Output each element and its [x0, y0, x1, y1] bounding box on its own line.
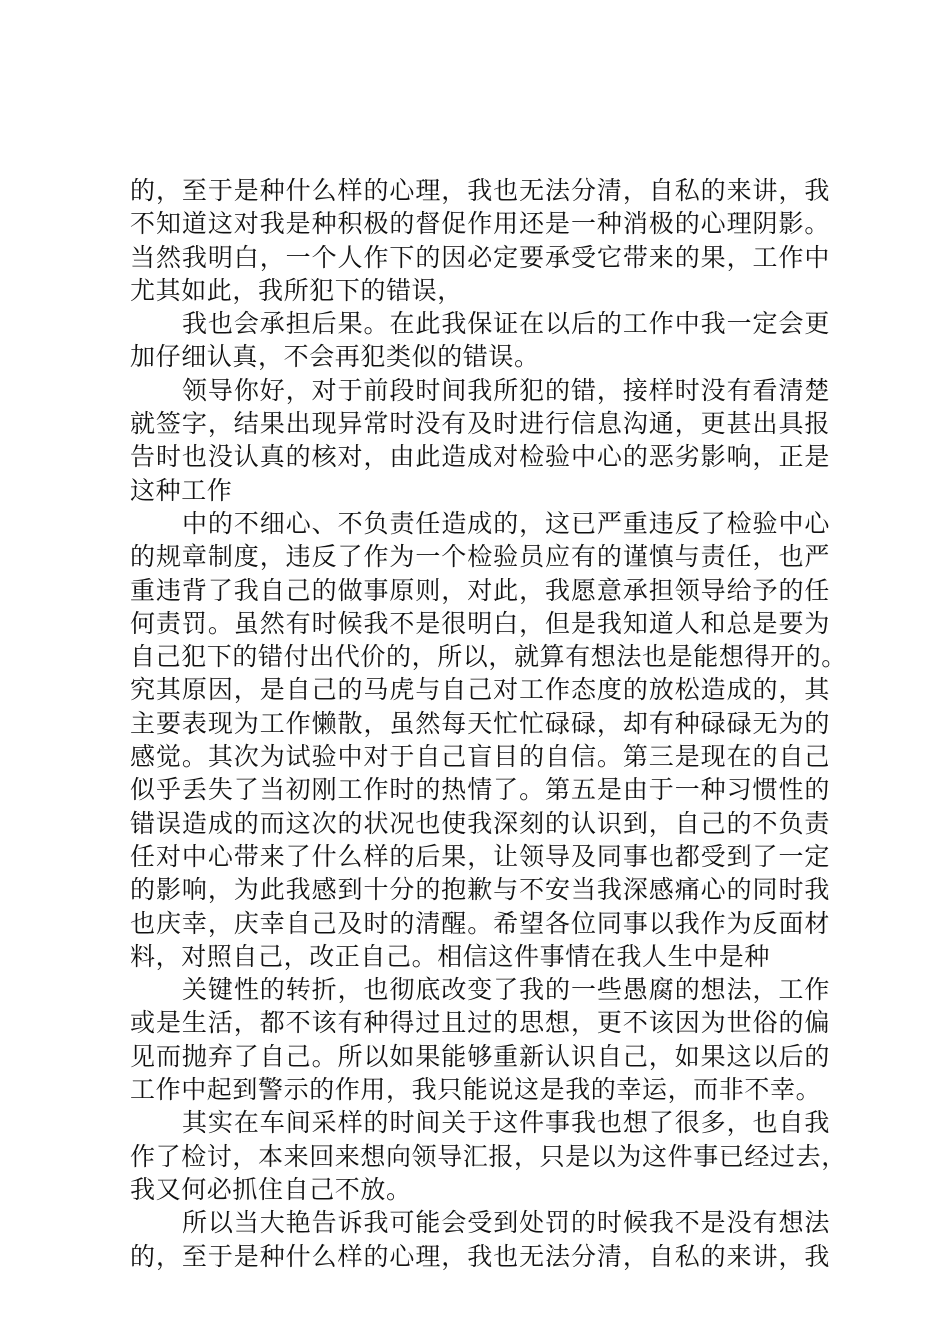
text-line: 的影响，为此我感到十分的抱歉与不安当我深感痛心的同时我	[130, 875, 830, 905]
text-line: 告时也没认真的核对，由此造成对检验中心的恶劣影响，正是	[130, 442, 830, 472]
text-line: 自己犯下的错付出代价的，所以，就算有想法也是能想得开的。	[130, 642, 847, 672]
text-line: 主要表现为工作懒散，虽然每天忙忙碌碌，却有种碌碌无为的	[130, 708, 830, 738]
text-line: 工作中起到警示的作用，我只能说这是我的幸运，而非不幸。	[130, 1075, 822, 1105]
text-line: 何责罚。虽然有时候我不是很明白，但是我知道人和总是要为	[130, 608, 830, 638]
text-line: 中的不细心、不负责任造成的，这已严重违反了检验中心	[182, 508, 830, 538]
text-line: 错误造成的而这次的状况也使我深刻的认识到，自己的不负责	[130, 808, 830, 838]
text-line: 所以当大艳告诉我可能会受到处罚的时候我不是没有想法	[182, 1208, 830, 1238]
text-line: 究其原因，是自己的马虎与自己对工作态度的放松造成的，其	[130, 675, 830, 705]
text-line: 作了检讨，本来回来想向领导汇报，只是以为这件事已经过去，	[130, 1141, 847, 1171]
text-line: 重违背了我自己的做事原则，对此，我愿意承担领导给予的任	[130, 575, 830, 605]
text-line: 的，至于是种什么样的心理，我也无法分清，自私的来讲，我	[130, 1241, 830, 1271]
text-line: 就签字，结果出现异常时没有及时进行信息沟通，更甚出具报	[130, 409, 830, 439]
text-line: 感觉。其次为试验中对于自己盲目的自信。第三是现在的自己	[130, 742, 830, 772]
text-line: 或是生活，都不该有种得过且过的思想，更不该因为世俗的偏	[130, 1008, 830, 1038]
text-line: 也庆幸，庆幸自己及时的清醒。希望各位同事以我作为反面材	[130, 908, 830, 938]
text-line: 我也会承担后果。在此我保证在以后的工作中我一定会更	[182, 309, 830, 339]
text-line: 关键性的转折，也彻底改变了我的一些愚腐的想法，工作	[182, 975, 830, 1005]
text-line: 见而抛弃了自己。所以如果能够重新认识自己，如果这以后的	[130, 1041, 830, 1071]
text-line: 任对中心带来了什么样的后果，让领导及同事也都受到了一定	[130, 841, 830, 871]
text-line: 尤其如此，我所犯下的错误，	[130, 275, 463, 305]
text-line: 其实在车间采样的时间关于这件事我也想了很多，也自我	[182, 1108, 830, 1138]
text-line: 加仔细认真，不会再犯类似的错误。	[130, 342, 540, 372]
text-line: 料，对照自己，改正自己。相信这件事情在我人生中是种	[130, 941, 771, 971]
text-line: 我又何必抓住自己不放。	[130, 1174, 412, 1204]
text-line: 当然我明白，一个人作下的因必定要承受它带来的果，工作中	[130, 242, 830, 272]
document-body-text	[130, 174, 847, 1273]
text-line: 的规章制度，违反了作为一个检验员应有的谨慎与责任，也严	[130, 542, 830, 572]
text-line: 不知道这对我是种积极的督促作用还是一种消极的心理阴影。	[130, 209, 830, 239]
text-line: 领导你好，对于前段时间我所犯的错，接样时没有看清楚	[182, 375, 830, 405]
text-line: 似乎丢失了当初刚工作时的热情了。第五是由于一种习惯性的	[130, 775, 830, 805]
text-line: 这种工作	[130, 475, 233, 505]
text-line: 的，至于是种什么样的心理，我也无法分清，自私的来讲，我	[130, 176, 830, 205]
